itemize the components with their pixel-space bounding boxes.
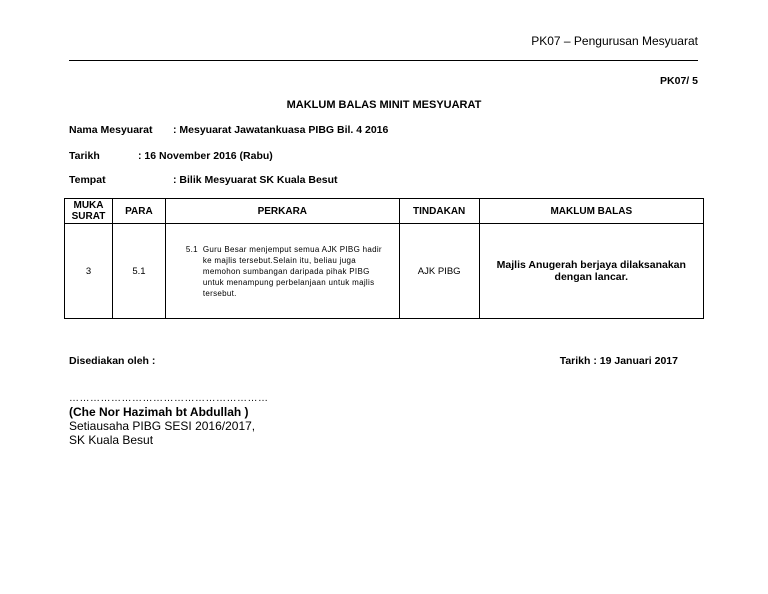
feedback-table (64, 198, 704, 319)
cell-maklum-balas (479, 224, 703, 319)
cell-perkara (165, 224, 399, 319)
perkara-number: 5.1 (185, 244, 198, 254)
cell-para: 5.1 (112, 224, 165, 319)
tarikh-value: : 16 November 2016 (Rabu) (138, 150, 273, 162)
header-rule (69, 60, 698, 61)
header-maklum-balas: MAKLUM BALAS (479, 199, 703, 224)
signature-line: ………………………………………………… (69, 393, 269, 404)
perkara-text: Guru Besar menjemput semua AJK PIBG hadir ke majlis tersebut.Selain itu, beliau juga memohon sumbangan daripada pihak PIBG untuk menampung perbelanjaan untuk majlis tersebut. (202, 244, 382, 298)
tarikh-label: Tarikh (69, 150, 100, 162)
header-perkara: PERKARA (165, 199, 399, 224)
document-title: MAKLUM BALAS MINIT MESYUARAT (286, 99, 482, 111)
header-para: PARA (112, 199, 165, 224)
header-muka-surat: MUKA SURAT (65, 199, 113, 224)
maklum-balas-text: Majlis Anugerah berjaya dilaksanakan dengan lancar. (496, 259, 686, 283)
cell-tindakan: AJK PIBG (399, 224, 479, 319)
table-header-row (65, 199, 704, 224)
signatory-school: SK Kuala Besut (69, 433, 154, 447)
nama-label: Nama Mesyuarat (69, 124, 153, 136)
table-row (65, 224, 704, 319)
tempat-label: Tempat (69, 174, 106, 186)
signatory-role: Setiausaha PIBG SESI 2016/2017, (69, 419, 256, 433)
nama-value: : Mesyuarat Jawatankuasa PIBG Bil. 4 2016 (173, 124, 389, 136)
header-tindakan: TINDAKAN (399, 199, 479, 224)
footer-date: Tarikh : 19 Januari 2017 (559, 355, 678, 367)
cell-muka-surat: 3 (65, 224, 113, 319)
header-text: PK07 – Pengurusan Mesyuarat (531, 34, 698, 48)
document-code: PK07/ 5 (660, 75, 698, 87)
disediakan-label: Disediakan oleh : (69, 355, 156, 367)
tempat-value: : Bilik Mesyuarat SK Kuala Besut (173, 174, 338, 186)
signatory-name: (Che Nor Hazimah bt Abdullah ) (69, 405, 249, 419)
